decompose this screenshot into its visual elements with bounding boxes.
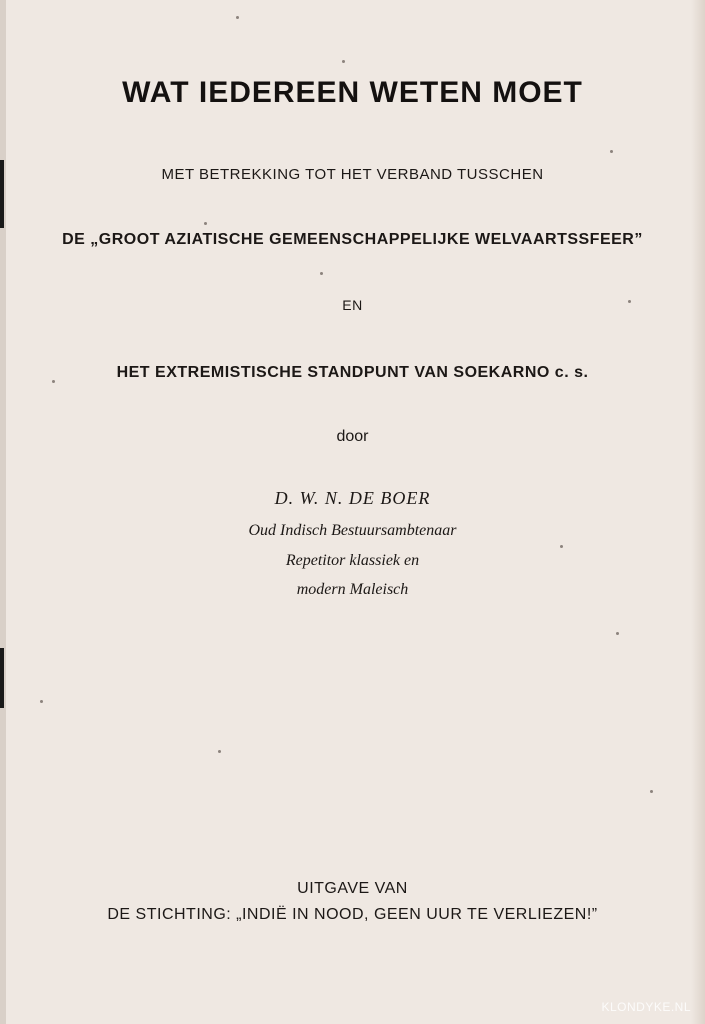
author-credit: modern Maleisch: [296, 581, 409, 598]
paper-speck: [616, 632, 619, 635]
staple-mark-bottom: [0, 648, 4, 708]
paper-speck: [650, 790, 653, 793]
by-label: door: [336, 428, 369, 445]
author-credit: Oud Indisch Bestuursambtenaar: [248, 522, 457, 539]
paper-speck: [40, 700, 43, 703]
publisher-line-2: DE STICHTING: „INDIË IN NOOD, GEEN UUR TE VERLIEZEN!”: [107, 906, 598, 923]
paper-speck: [560, 545, 563, 548]
subtitle-line-3: EN: [342, 297, 363, 313]
paper-speck: [320, 272, 323, 275]
author-credit: Repetitor klassiek en: [285, 552, 420, 569]
publisher-line-1: UITGAVE VAN: [297, 880, 408, 897]
paper-speck: [610, 150, 613, 153]
author-name: D. W. N. DE BOER: [274, 488, 431, 508]
subtitle-line-4: HET EXTREMISTISCHE STANDPUNT VAN SOEKARNO c. s.: [116, 364, 589, 381]
paper-speck: [218, 750, 221, 753]
subtitle-line-2: DE „GROOT AZIATISCHE GEMEENSCHAPPELIJKE WELVAARTSSFEER”: [62, 231, 643, 248]
watermark: KLONDYKE.NL: [601, 1000, 691, 1014]
page-title: WAT IEDEREEN WETEN MOET: [122, 76, 583, 109]
paper-edge-left: [0, 0, 6, 1024]
paper-speck: [342, 60, 345, 63]
subtitle-line-1: MET BETREKKING TOT HET VERBAND TUSSCHEN: [161, 166, 544, 183]
paper-speck: [236, 16, 239, 19]
paper-edge-right: [691, 0, 705, 1024]
paper-speck: [204, 222, 207, 225]
